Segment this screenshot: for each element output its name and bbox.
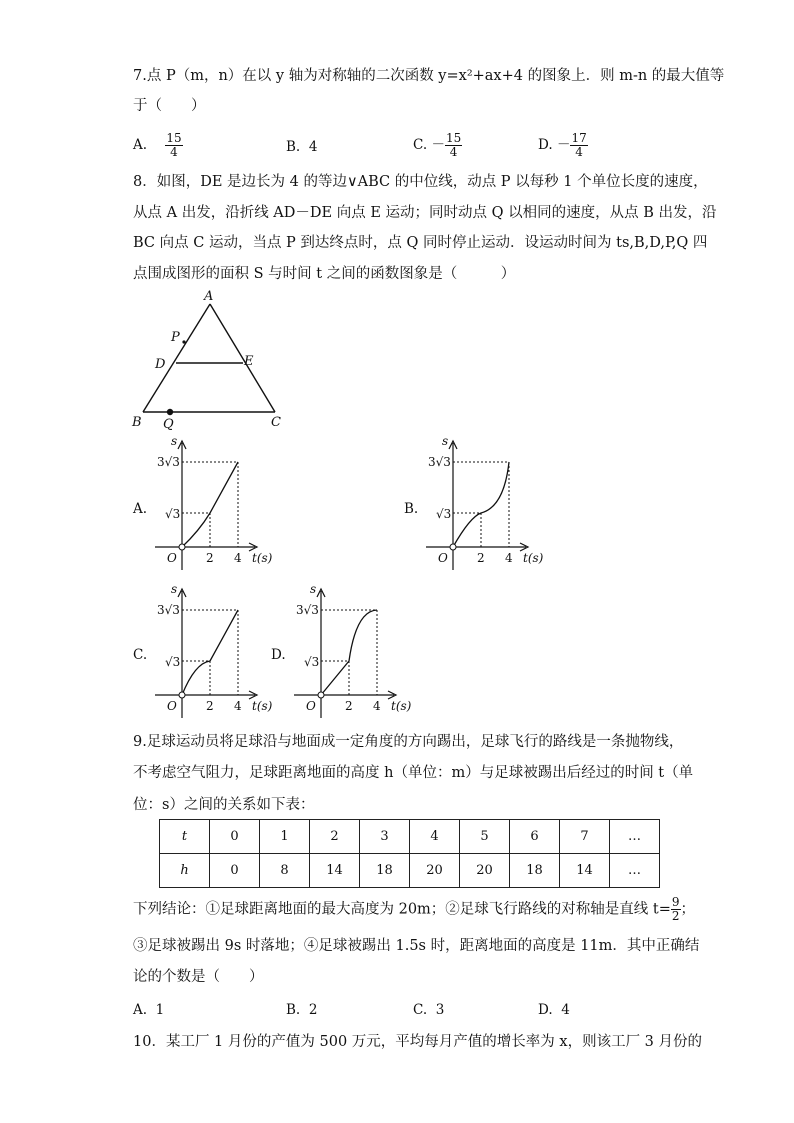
label-q: Q: [163, 417, 174, 432]
graph-b: [426, 435, 556, 575]
q7-option-d: D. － $\frac{17}{4}$: [538, 131, 587, 159]
label-b: B: [132, 415, 142, 430]
graph-a-x-tick-2: 2: [206, 551, 214, 565]
graph-d: [294, 583, 424, 723]
graph-c-x-label: t(s): [252, 699, 273, 713]
t-h-table: [159, 819, 660, 888]
q9-line3: 位：s）之间的关系如下表：: [133, 797, 315, 813]
graph-c-y-low: √3: [165, 655, 181, 669]
triangle-figure: [128, 285, 298, 435]
graph-a-origin: O: [167, 551, 177, 565]
graph-a-y-label: s: [171, 435, 178, 448]
label-d: D: [155, 357, 166, 372]
table-cell: …: [610, 820, 660, 854]
q7-option-c: C. － $\frac{15}{4}$: [413, 131, 462, 159]
table-cell: 2: [310, 820, 360, 854]
q9-option-c: C. 3: [413, 1002, 445, 1018]
graph-c-y-label: s: [171, 583, 178, 596]
q9-line5: ③足球被踢出 9s 时落地；④足球被踢出 1.5s 时，距离地面的高度是 11m．其中正确结: [133, 938, 700, 954]
table-row-t: [160, 820, 660, 854]
graph-a-y-high: 3√3: [157, 455, 180, 469]
graph-d-y-high: 3√3: [296, 603, 319, 617]
graph-a-y-low: √3: [165, 507, 181, 521]
table-cell: 1: [260, 820, 310, 854]
graph-b-x-tick-4: 4: [505, 551, 513, 565]
graph-d-x-label: t(s): [391, 699, 412, 713]
q7-option-a: A. $\frac{15}{4}$: [133, 131, 182, 159]
table-cell: 3: [360, 820, 410, 854]
graph-b-x-tick-2: 2: [477, 551, 485, 565]
label-e: E: [244, 354, 254, 369]
q10-line1: 10．某工厂 1 月份的产值为 500 万元，平均每月产值的增长率为 x，则该工厂 3 月份的: [133, 1034, 703, 1050]
graph-b-y-high: 3√3: [428, 455, 451, 469]
table-cell: 8: [260, 854, 310, 888]
table-cell: 0: [210, 820, 260, 854]
table-cell: t: [160, 820, 210, 854]
table-cell: …: [610, 854, 660, 888]
table-cell: 0: [210, 854, 260, 888]
q7-option-b: B. 4: [286, 139, 318, 155]
graph-b-origin: O: [438, 551, 448, 565]
graph-d-y-label: s: [310, 583, 317, 596]
q8-line3: BC 向点 C 运动，当点 P 到达终点时，点 Q 同时停止运动．设运动时间为 ts,B,D,P,Q 四: [133, 235, 708, 251]
table-cell: 7: [560, 820, 610, 854]
graph-c: [155, 583, 285, 723]
q9-conclusions-line: 下列结论：①足球距离地面的最大高度为 20m；②足球飞行路线的对称轴是直线 t= $\frac{9}{2}$ ；: [133, 895, 696, 923]
q8-graph-d-label: D.: [271, 647, 286, 663]
table-cell: 18: [360, 854, 410, 888]
q7-line2: 于（ ）: [133, 98, 206, 114]
q8-graph-c-label: C.: [133, 647, 148, 663]
table-cell: 4: [410, 820, 460, 854]
q8-line4: 点围成图形的面积 S 与时间 t 之间的函数图象是（ ）: [133, 266, 516, 282]
q8-graph-a-label: A.: [133, 501, 148, 517]
q9-line1: 9.足球运动员将足球沿与地面成一定角度的方向踢出，足球飞行的路线是一条抛物线，: [133, 734, 684, 750]
graph-d-origin: O: [306, 699, 316, 713]
table-cell: 5: [460, 820, 510, 854]
graph-b-y-low: √3: [436, 507, 452, 521]
table-cell: 20: [410, 854, 460, 888]
q9-line6: 论的个数是（ ）: [133, 969, 264, 985]
q9-option-d: D. 4: [538, 1002, 570, 1018]
table-row-h: [160, 854, 660, 888]
graph-c-x-tick-2: 2: [206, 699, 214, 713]
graph-d-y-low: √3: [304, 655, 320, 669]
q9-line2: 不考虑空气阻力，足球距离地面的高度 h（单位：m）与足球被踢出后经过的时间 t（单: [133, 765, 694, 781]
q9-option-a: A. 1: [133, 1002, 165, 1018]
graph-d-x-tick-2: 2: [345, 699, 353, 713]
q8-line2: 从点 A 出发，沿折线 AD－DE 向点 E 运动；同时动点 Q 以相同的速度，从点 B 出发，沿: [133, 205, 717, 221]
table-cell: h: [160, 854, 210, 888]
label-c: C: [271, 415, 281, 430]
table-cell: 14: [310, 854, 360, 888]
graph-c-y-high: 3√3: [157, 603, 180, 617]
graph-c-origin: O: [167, 699, 177, 713]
graph-b-y-label: s: [442, 435, 449, 448]
q7-line1: 7.点 P（m，n）在以 y 轴为对称轴的二次函数 y=x²+ax+4 的图象上．则 m-n 的最大值等: [133, 68, 725, 84]
q8-line1: 8．如图，DE 是边长为 4 的等边∨ABC 的中位线，动点 P 以每秒 1 个单位长度的速度，: [133, 174, 708, 190]
label-a: A: [204, 289, 214, 304]
table-cell: 14: [560, 854, 610, 888]
q8-graph-b-label: B.: [404, 501, 419, 517]
table-cell: 20: [460, 854, 510, 888]
graph-a-x-label: t(s): [252, 551, 273, 565]
graph-c-x-tick-4: 4: [234, 699, 242, 713]
table-cell: 18: [510, 854, 560, 888]
graph-a: [155, 435, 285, 575]
q9-option-b: B. 2: [286, 1002, 318, 1018]
graph-a-x-tick-4: 4: [234, 551, 242, 565]
table-cell: 6: [510, 820, 560, 854]
graph-b-x-label: t(s): [523, 551, 544, 565]
graph-d-x-tick-4: 4: [373, 699, 381, 713]
label-p: P: [171, 330, 180, 345]
